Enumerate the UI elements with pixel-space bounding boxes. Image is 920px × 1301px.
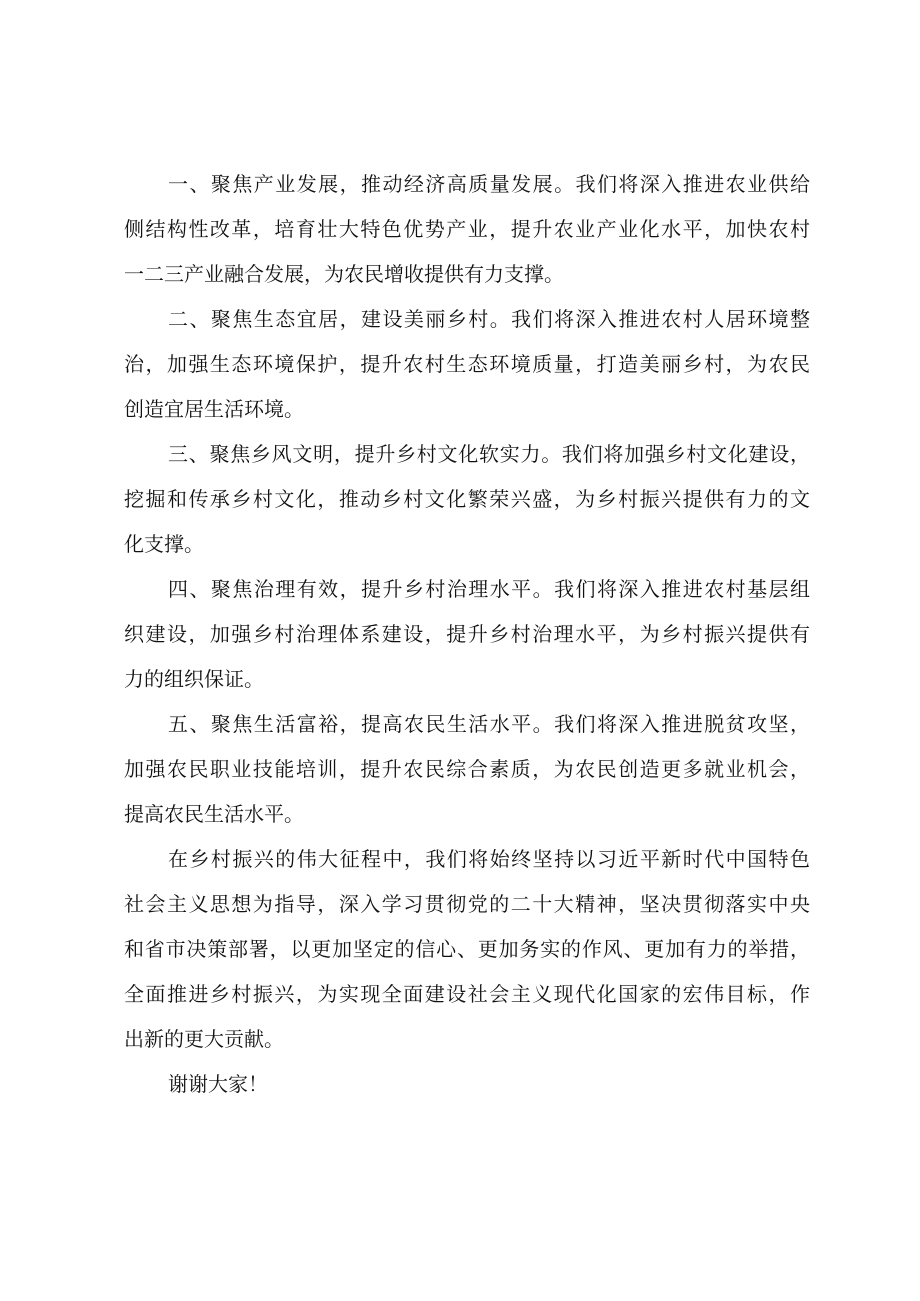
paragraph-line: 三、聚焦乡风文明，提升乡村文化软实力。我们将加强乡村文化建设， xyxy=(168,442,810,466)
paragraph-6 xyxy=(124,837,810,1062)
paragraph-line: 社会主义思想为指导，深入学习贯彻党的二十大精神，坚决贯彻落实中央 xyxy=(124,892,810,916)
paragraph-line: 五、聚焦生活富裕，提高农民生活水平。我们将深入推进脱贫攻坚， xyxy=(168,712,810,736)
paragraph-line: 挖掘和传承乡村文化，推动乡村文化繁荣兴盛，为乡村振兴提供有力的文 xyxy=(124,487,810,511)
paragraph-line: 二、聚焦生态宜居，建设美丽乡村。我们将深入推进农村人居环境整 xyxy=(168,307,810,331)
paragraph-line: 一、聚焦产业发展，推动经济高质量发展。我们将深入推进农业供给 xyxy=(168,172,810,196)
paragraph-1 xyxy=(124,162,810,297)
paragraph-line: 治，加强生态环境保护，提升农村生态环境质量，打造美丽乡村，为农民 xyxy=(124,352,810,376)
paragraph-2 xyxy=(124,297,810,432)
paragraph-line: 织建设，加强乡村治理体系建设，提升乡村治理水平，为乡村振兴提供有 xyxy=(124,622,810,646)
paragraph-line: 加强农民职业技能培训，提升农民综合素质，为农民创造更多就业机会， xyxy=(124,757,810,781)
closing-remark: 谢谢大家！ xyxy=(168,1072,268,1096)
paragraph-line: 创造宜居生活环境。 xyxy=(124,397,304,421)
document-body xyxy=(124,162,810,1107)
paragraph-line: 提高农民生活水平。 xyxy=(124,802,304,826)
paragraph-5 xyxy=(124,702,810,837)
paragraph-line: 和省市决策部署，以更加坚定的信心、更加务实的作风、更加有力的举措， xyxy=(124,937,810,961)
paragraph-line: 力的组织保证。 xyxy=(124,667,264,691)
paragraph-4 xyxy=(124,567,810,702)
paragraph-line: 在乡村振兴的伟大征程中，我们将始终坚持以习近平新时代中国特色 xyxy=(168,847,810,871)
paragraph-line: 化支撑。 xyxy=(124,532,204,556)
paragraph-line: 出新的更大贡献。 xyxy=(124,1027,284,1051)
paragraph-line: 一二三产业融合发展，为农民增收提供有力支撑。 xyxy=(124,262,564,286)
paragraph-line: 四、聚焦治理有效，提升乡村治理水平。我们将深入推进农村基层组 xyxy=(168,577,810,601)
paragraph-3 xyxy=(124,432,810,567)
paragraph-line: 侧结构性改革，培育壮大特色优势产业，提升农业产业化水平，加快农村 xyxy=(124,217,810,241)
paragraph-line: 全面推进乡村振兴，为实现全面建设社会主义现代化国家的宏伟目标，作 xyxy=(124,982,810,1006)
